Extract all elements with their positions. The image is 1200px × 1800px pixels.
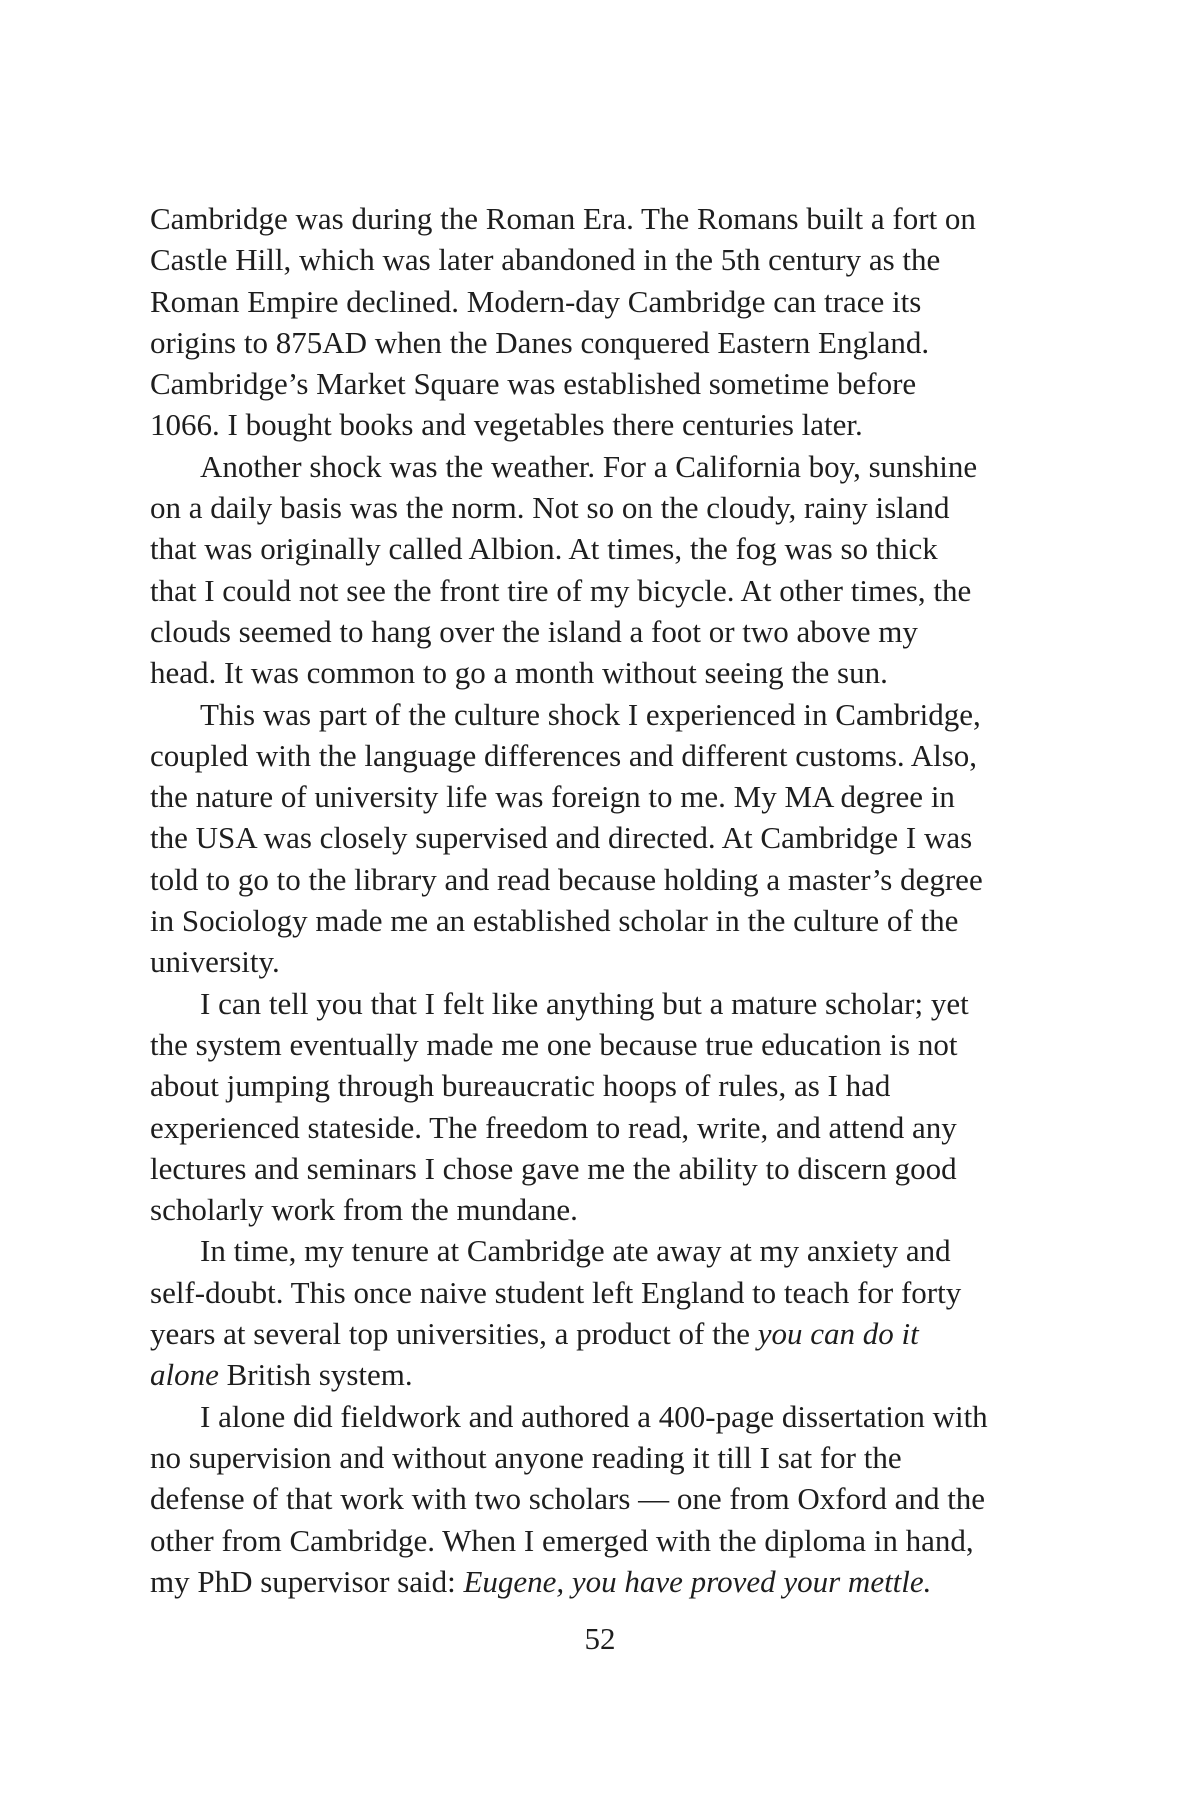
text-line: In time, my tenure at Cambridge ate away at my anxiety and (200, 1233, 951, 1269)
text-line: scholarly work from the mundane. (150, 1192, 578, 1228)
text-line: about jumping through bureaucratic hoops of rules, as I had (150, 1068, 891, 1104)
text-line: in Sociology made me an established scholar in the culture of the (150, 903, 959, 939)
italic-phrase: alone (150, 1357, 219, 1393)
text-line: Roman Empire declined. Modern-day Cambridge can trace its (150, 283, 922, 319)
text-line: told to go to the library and read because holding a master’s degree (150, 861, 983, 897)
text-line: origins to 875AD when the Danes conquered Eastern England. (150, 324, 930, 360)
text-line: lectures and seminars I chose gave me the ability to discern good (150, 1150, 957, 1186)
text-line (150, 1354, 1060, 1395)
paragraph-5 (150, 1230, 1060, 1395)
body-text (150, 198, 1060, 1602)
text-line: This was part of the culture shock I experienced in Cambridge, (200, 696, 981, 732)
text-line (150, 1561, 1060, 1602)
text-line: the system eventually made me one because true education is not (150, 1026, 958, 1062)
text-line: I can tell you that I felt like anything but a mature scholar; yet (200, 985, 969, 1021)
paragraph-1 (150, 198, 1060, 446)
text-line: defense of that work with two scholars — one from Oxford and the (150, 1481, 986, 1517)
text-line: university. (150, 944, 280, 980)
text-line: the nature of university life was foreign to me. My MA degree in (150, 779, 955, 815)
text-line: that I could not see the front tire of my bicycle. At other times, the (150, 572, 972, 608)
text-line: that was originally called Albion. At times, the fog was so thick (150, 531, 938, 567)
text-line: head. It was common to go a month without seeing the sun. (150, 655, 888, 691)
text-line: the USA was closely supervised and directed. At Cambridge I was (150, 820, 973, 856)
text-segment: my PhD supervisor said: (150, 1563, 464, 1599)
page-number: 52 (584, 1621, 616, 1656)
paragraph-3 (150, 694, 1060, 983)
text-line: Cambridge’s Market Square was established sometime before (150, 366, 917, 402)
text-line (150, 1313, 1060, 1354)
text-segment: British system. (218, 1357, 413, 1393)
text-line: experienced stateside. The freedom to read, write, and attend any (150, 1109, 957, 1145)
paragraph-4 (150, 983, 1060, 1231)
text-segment: years at several top universities, a product of the (150, 1316, 758, 1352)
text-line: on a daily basis was the norm. Not so on the cloudy, rainy island (150, 490, 950, 526)
italic-quote: Eugene, you have proved your mettle. (463, 1563, 932, 1599)
text-line: no supervision and without anyone reading it till I sat for the (150, 1439, 902, 1475)
paragraph-6 (150, 1396, 1060, 1602)
text-line: Cambridge was during the Roman Era. The Romans built a fort on (150, 201, 976, 236)
text-line: other from Cambridge. When I emerged with the diploma in hand, (150, 1522, 974, 1558)
text-line: Another shock was the weather. For a California boy, sunshine (200, 448, 978, 484)
paragraph-2 (150, 446, 1060, 694)
text-line: 1066. I bought books and vegetables there centuries later. (150, 407, 863, 443)
text-line: I alone did fieldwork and authored a 400-page dissertation with (200, 1398, 988, 1434)
text-line: Castle Hill, which was later abandoned in the 5th century as the (150, 242, 941, 278)
text-line: clouds seemed to hang over the island a foot or two above my (150, 613, 918, 649)
italic-phrase: you can do it (757, 1316, 919, 1352)
text-line: coupled with the language differences and different customs. Also, (150, 737, 978, 773)
text-line: self-doubt. This once naive student left England to teach for forty (150, 1274, 962, 1310)
